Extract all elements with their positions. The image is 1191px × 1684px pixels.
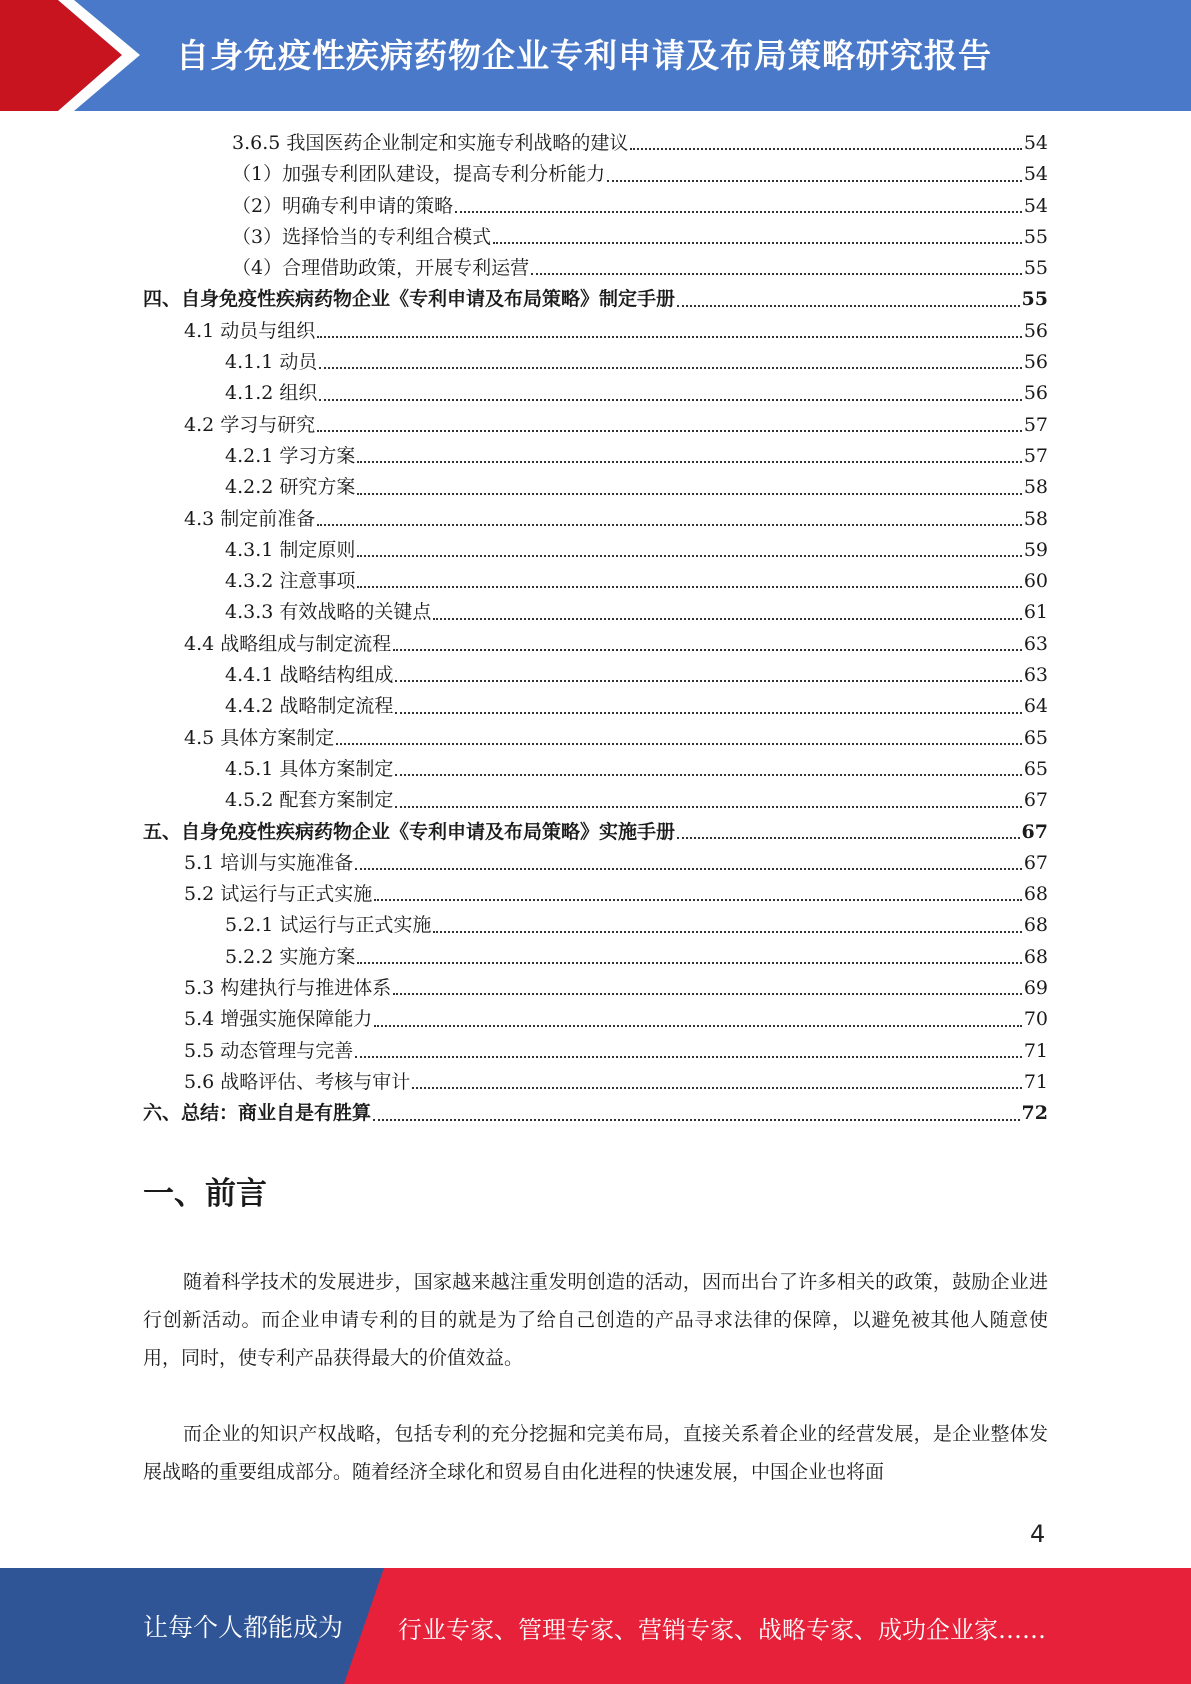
toc-entry-page: 55: [1023, 257, 1048, 280]
toc-entry[interactable]: [143, 1036, 1048, 1067]
toc-entry[interactable]: [143, 1004, 1048, 1035]
toc-entry-page: 61: [1023, 601, 1048, 624]
paragraph-1: 随着科学技术的发展进步，国家越来越注重发明创造的活动，因而出台了许多相关的政策，鼓励企业进行创新活动。而企业申请专利的目的就是为了给自己创造的产品寻求法律的保障，以避免被其他人随意使用，同时，使专利产品获得最大的价值效益。: [143, 1271, 1048, 1369]
toc-leader-dots: [395, 774, 1021, 776]
toc-entry[interactable]: [143, 754, 1048, 785]
toc-entry-page: 54: [1023, 132, 1048, 154]
toc-entry-label: 五、自身免疫性疾病药物企业《专利申请及布局策略》实施手册: [143, 820, 676, 843]
toc-entry-label: 4.3.1 制定原则: [225, 538, 356, 561]
toc-entry-label: 4.3 制定前准备: [184, 507, 316, 530]
toc-entry-page: 64: [1023, 695, 1048, 718]
toc-entry-label: 四、自身免疫性疾病药物企业《专利申请及布局策略》制定手册: [143, 288, 676, 311]
toc-entry-label: 4.4.1 战略结构组成: [225, 664, 394, 687]
toc-leader-dots: [531, 273, 1022, 275]
toc-entry[interactable]: [143, 629, 1048, 660]
toc-entry-label: 4.2.1 学习方案: [225, 444, 356, 467]
toc-entry[interactable]: [143, 723, 1048, 754]
toc-entry-label: 5.5 动态管理与完善: [184, 1039, 354, 1062]
toc-entry[interactable]: [143, 785, 1048, 816]
toc-leader-dots: [317, 524, 1022, 526]
toc-entry[interactable]: [143, 910, 1048, 941]
table-of-contents: [143, 128, 1048, 1130]
toc-entry-page: 65: [1023, 726, 1048, 749]
toc-entry[interactable]: [143, 973, 1048, 1004]
toc-entry-page: 65: [1023, 757, 1048, 780]
toc-entry-page: 56: [1023, 382, 1048, 405]
toc-entry-label: 4.5.1 具体方案制定: [225, 757, 394, 780]
toc-entry[interactable]: [143, 566, 1048, 597]
toc-entry-page: 54: [1023, 194, 1048, 217]
toc-entry[interactable]: [143, 848, 1048, 879]
paragraph-2: 而企业的知识产权战略，包括专利的充分挖掘和完美布局，直接关系着企业的经营发展，是企业整体发展战略的重要组成部分。随着经济全球化和贸易自由化进程的快速发展，中国企业也将面: [143, 1423, 1048, 1483]
toc-entry-label: 5.4 增强实施保障能力: [184, 1008, 373, 1031]
toc-entry[interactable]: [143, 879, 1048, 910]
toc-leader-dots: [395, 712, 1021, 714]
toc-entry-label: 5.2 试运行与正式实施: [184, 883, 373, 906]
toc-entry-page: 56: [1023, 351, 1048, 374]
toc-entry-page: 59: [1023, 538, 1048, 561]
toc-entry-label: （1）加强专利团队建设，提高专利分析能力: [232, 163, 606, 186]
toc-entry[interactable]: [143, 691, 1048, 722]
toc-leader-dots: [373, 1119, 1020, 1121]
page-header: [0, 0, 1191, 111]
toc-entry[interactable]: [143, 378, 1048, 409]
toc-entry-label: 3.6.5 我国医药企业制定和实施专利战略的建议: [232, 132, 629, 154]
toc-leader-dots: [374, 1025, 1022, 1027]
section-heading: 一、前言: [143, 1176, 267, 1212]
toc-entry-page: 71: [1023, 1039, 1048, 1062]
toc-leader-dots: [607, 180, 1022, 182]
toc-entry-label: （4）合理借助政策，开展专利运营: [232, 257, 530, 280]
toc-entry-page: 67: [1023, 789, 1048, 812]
toc-leader-dots: [357, 586, 1021, 588]
toc-entry-page: 55: [1021, 288, 1048, 311]
toc-entry-page: 70: [1023, 1008, 1048, 1031]
toc-entry-label: （2）明确专利申请的策略: [232, 194, 454, 217]
toc-leader-dots: [357, 962, 1021, 964]
toc-entry-label: 4.1 动员与组织: [184, 319, 316, 342]
toc-entry[interactable]: [143, 128, 1048, 159]
toc-entry[interactable]: [143, 222, 1048, 253]
toc-leader-dots: [455, 211, 1022, 213]
toc-leader-dots: [319, 367, 1021, 369]
toc-entry-page: 67: [1023, 851, 1048, 874]
toc-entry[interactable]: [143, 535, 1048, 566]
toc-entry[interactable]: [143, 159, 1048, 190]
toc-entry-page: 69: [1023, 977, 1048, 1000]
toc-entry-label: 4.4.2 战略制定流程: [225, 695, 394, 718]
toc-leader-dots: [677, 305, 1020, 307]
toc-entry-page: 68: [1023, 945, 1048, 968]
toc-entry-page: 60: [1023, 570, 1048, 593]
toc-leader-dots: [357, 461, 1021, 463]
toc-entry-page: 57: [1023, 413, 1048, 436]
toc-leader-dots: [393, 649, 1022, 651]
toc-entry-label: 4.2 学习与研究: [184, 413, 316, 436]
toc-leader-dots: [395, 806, 1021, 808]
toc-entry[interactable]: [143, 597, 1048, 628]
toc-entry-page: 68: [1023, 883, 1048, 906]
toc-entry[interactable]: [143, 191, 1048, 222]
toc-entry-page: 68: [1023, 914, 1048, 937]
page-number: 4: [1030, 1520, 1046, 1548]
toc-entry-label: 4.3.2 注意事项: [225, 570, 356, 593]
toc-entry[interactable]: [143, 1098, 1048, 1129]
toc-entry-page: 54: [1023, 163, 1048, 186]
toc-entry-label: 六、总结：商业自是有胜算: [143, 1102, 372, 1125]
toc-leader-dots: [357, 493, 1021, 495]
toc-entry[interactable]: [143, 472, 1048, 503]
toc-entry-label: 5.6 战略评估、考核与审计: [184, 1070, 411, 1093]
toc-entry-page: 63: [1023, 664, 1048, 687]
toc-entry-label: 4.2.2 研究方案: [225, 476, 356, 499]
toc-entry[interactable]: [143, 284, 1048, 315]
toc-entry-label: 5.1 培训与实施准备: [184, 851, 354, 874]
toc-entry-label: 5.3 构建执行与推进体系: [184, 977, 392, 1000]
toc-entry-page: 63: [1023, 632, 1048, 655]
toc-entry[interactable]: [143, 1067, 1048, 1098]
toc-leader-dots: [357, 555, 1021, 557]
toc-entry-label: 5.2.1 试运行与正式实施: [225, 914, 432, 937]
toc-entry-label: 4.1.2 组织: [225, 382, 318, 405]
page-footer: [0, 1568, 1191, 1684]
toc-leader-dots: [374, 899, 1022, 901]
toc-entry-page: 72: [1021, 1102, 1048, 1125]
toc-entry-page: 67: [1021, 820, 1048, 843]
toc-entry[interactable]: [143, 316, 1048, 347]
toc-entry-label: 4.1.1 动员: [225, 351, 318, 374]
toc-entry[interactable]: [143, 410, 1048, 441]
toc-entry-label: 4.4 战略组成与制定流程: [184, 632, 392, 655]
toc-leader-dots: [317, 430, 1022, 432]
toc-leader-dots: [355, 868, 1022, 870]
toc-leader-dots: [355, 1056, 1022, 1058]
toc-entry-label: 4.5.2 配套方案制定: [225, 789, 394, 812]
toc-entry[interactable]: [143, 942, 1048, 973]
toc-entry-page: 58: [1023, 476, 1048, 499]
toc-entry-page: 58: [1023, 507, 1048, 530]
toc-leader-dots: [317, 336, 1022, 338]
toc-entry-page: 71: [1023, 1070, 1048, 1093]
toc-entry-label: 4.5 具体方案制定: [184, 726, 335, 749]
toc-leader-dots: [677, 837, 1020, 839]
toc-entry-page: 57: [1023, 444, 1048, 467]
toc-entry-page: 56: [1023, 319, 1048, 342]
toc-entry-label: 5.2.2 实施方案: [225, 945, 356, 968]
toc-entry[interactable]: [143, 347, 1048, 378]
toc-leader-dots: [319, 399, 1021, 401]
toc-leader-dots: [395, 680, 1021, 682]
toc-entry-label: 4.3.3 有效战略的关键点: [225, 601, 432, 624]
toc-leader-dots: [393, 993, 1022, 995]
toc-entry[interactable]: [143, 253, 1048, 284]
toc-entry[interactable]: [143, 660, 1048, 691]
toc-leader-dots: [630, 148, 1021, 150]
toc-leader-dots: [433, 931, 1021, 933]
toc-entry-label: （3）选择恰当的专利组合模式: [232, 225, 492, 248]
toc-leader-dots: [412, 1087, 1022, 1089]
toc-leader-dots: [336, 743, 1022, 745]
header-title: 自身免疫性疾病药物企业专利申请及布局策略研究报告: [176, 36, 992, 75]
toc-entry[interactable]: [143, 504, 1048, 535]
footer-slogan-left: 让每个人都能成为: [143, 1613, 344, 1642]
footer-slogan-right: 行业专家、管理专家、营销专家、战略专家、成功企业家……: [398, 1616, 1046, 1644]
header-arrow-decoration: [0, 0, 160, 111]
toc-entry[interactable]: [143, 817, 1048, 848]
toc-entry[interactable]: [143, 441, 1048, 472]
toc-leader-dots: [433, 618, 1021, 620]
toc-entry-page: 55: [1023, 225, 1048, 248]
toc-leader-dots: [493, 242, 1022, 244]
